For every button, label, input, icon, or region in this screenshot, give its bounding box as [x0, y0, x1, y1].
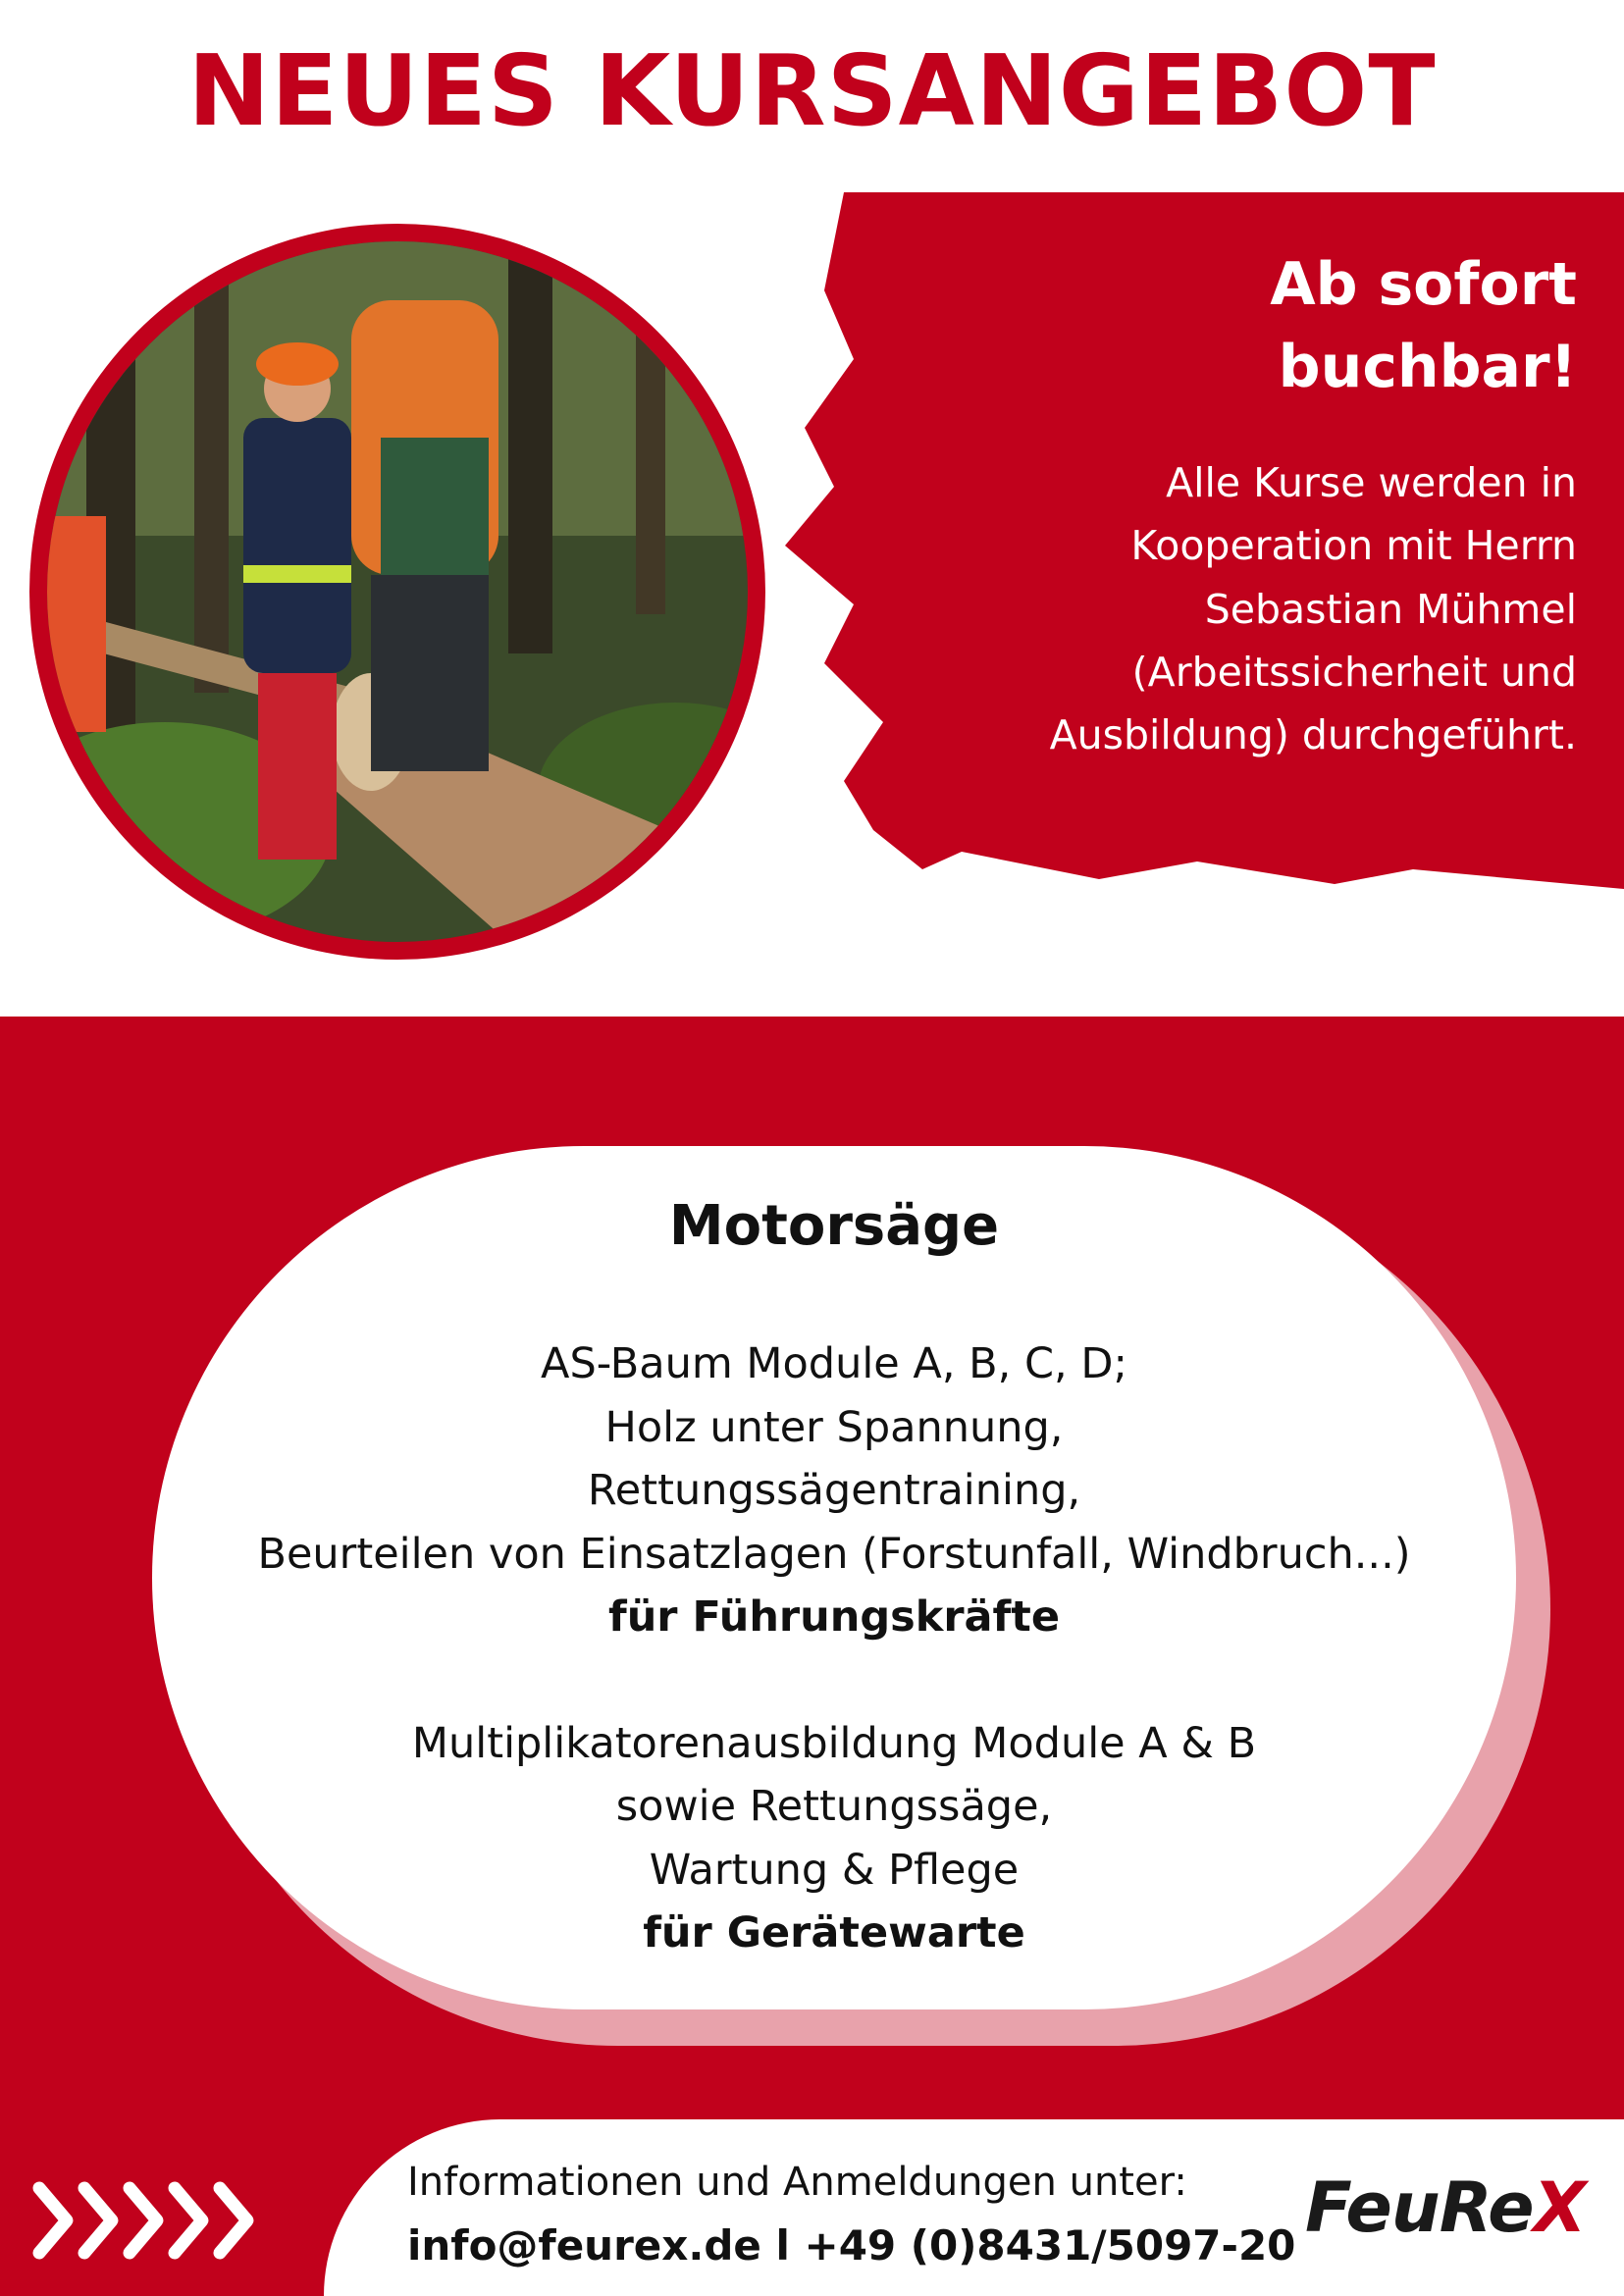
course-card — [152, 1146, 1516, 2009]
info-label: Informationen und Anmeldungen unter: — [407, 2160, 1187, 2205]
booking-headline-line-1: Ab sofort — [1270, 250, 1577, 319]
cooperation-note — [890, 451, 1577, 767]
course-target-group: für Gerätewarte — [643, 1908, 1025, 1957]
cooperation-line: Ausbildung) durchgeführt. — [1049, 711, 1577, 759]
course-line: Beurteilen von Einsatzlagen (Forstunfall, Windbruch...) — [257, 1529, 1411, 1579]
course-line: Rettungssägentraining, — [587, 1466, 1081, 1515]
course-line: Multiplikatorenausbildung Module A & B — [411, 1718, 1257, 1768]
cooperation-line: Alle Kurse werden in — [1166, 459, 1577, 506]
course-target-group: für Führungskräfte — [607, 1592, 1060, 1642]
chevrons-icon — [27, 2176, 263, 2265]
page-title: NEUES KURSANGEBOT — [187, 33, 1437, 148]
forest-scene-icon — [47, 241, 748, 942]
course-line: AS-Baum Module A, B, C, D; — [541, 1339, 1127, 1388]
logo-accent: X — [1533, 2167, 1586, 2248]
logo-wordmark: FeuRe — [1305, 2167, 1534, 2248]
course-line: sowie Rettungssäge, — [615, 1782, 1053, 1831]
course-title: Motorsäge — [668, 1194, 1000, 1258]
course-line: Wartung & Pflege — [649, 1845, 1020, 1895]
cooperation-line: (Arbeitssicherheit und — [1131, 649, 1577, 697]
course-spacer — [152, 1649, 1516, 1712]
booking-headline — [870, 243, 1577, 408]
cooperation-line: Sebastian Mühmel — [1204, 585, 1577, 633]
course-details — [152, 1332, 1516, 1965]
forestry-training-photo — [47, 241, 748, 942]
contact-details[interactable]: info@feurex.de l +49 (0)8431/5097-20 — [407, 2221, 1296, 2270]
cooperation-line: Kooperation mit Herrn — [1130, 522, 1577, 570]
course-line: Holz unter Spannung, — [604, 1402, 1064, 1452]
feurex-logo — [1305, 2166, 1586, 2249]
booking-headline-line-2: buchbar! — [1278, 333, 1577, 401]
